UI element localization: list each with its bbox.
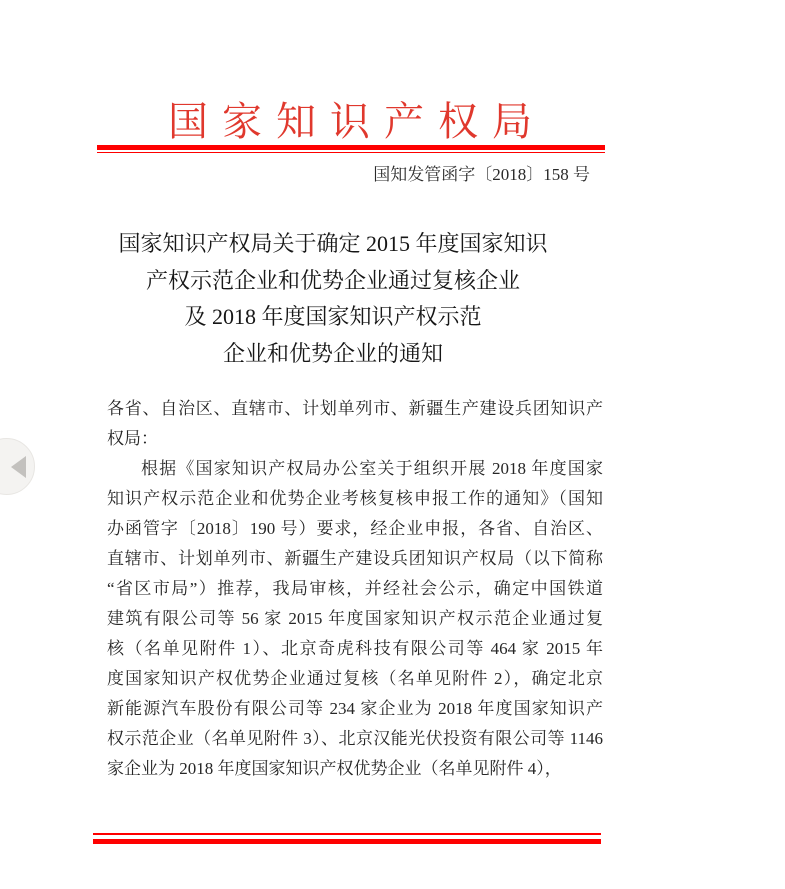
agency-masthead: 国 家 知 识 产 权 局 — [168, 99, 534, 144]
body-line: 根据《国家知识产权局办公室关于组织开展 2018 年度国家 — [141, 459, 603, 478]
next-page-header-divider — [93, 833, 601, 844]
notice-title-line: 国家知识产权局关于确定 2015 年度国家知识 — [118, 231, 548, 256]
body-line: “省区市局”）推荐，我局审核，并经社会公示，确定中国铁道 — [107, 579, 603, 598]
body-line: 知识产权示范企业和优势企业考核复核申报工作的通知》（国知 — [107, 489, 603, 508]
next-page-divider-thick-line — [93, 839, 601, 844]
notice-body — [107, 394, 603, 784]
body-line: 权示范企业（名单见附件 3）、北京汉能光伏投资有限公司等 1146 — [107, 729, 603, 748]
body-line: 直辖市、计划单列市、新疆生产建设兵团知识产权局（以下简称 — [107, 549, 603, 568]
body-line: 建筑有限公司等 56 家 2015 年度国家知识产权示范企业通过复 — [107, 609, 603, 628]
masthead-divider-thin-line — [97, 152, 605, 154]
body-line: 家企业为 2018 年度国家知识产权优势企业（名单见附件 4）， — [107, 759, 562, 778]
notice-title-line: 产权示范企业和优势企业通过复核企业 — [145, 267, 520, 293]
prev-arrow-icon — [11, 456, 26, 478]
prev-page-button[interactable] — [0, 438, 35, 495]
body-line: 核（名单见附件 1）、北京奇虎科技有限公司等 464 家 2015 年 — [107, 639, 603, 658]
body-line: 权局： — [107, 429, 158, 448]
notice-title — [83, 226, 583, 372]
document-number: 国知发管函字〔2018〕158 号 — [373, 165, 590, 184]
notice-title-line: 企业和优势企业的通知 — [222, 340, 443, 366]
body-line: 办函管字〔2018〕190 号）要求，经企业申报，各省、自治区、 — [107, 519, 603, 538]
notice-title-line: 及 2018 年度国家知识产权示范 — [184, 304, 482, 329]
masthead-divider — [97, 145, 605, 153]
body-line: 各省、自治区、直辖市、计划单列市、新疆生产建设兵团知识产 — [107, 399, 603, 418]
body-line: 度国家知识产权优势企业通过复核（名单见附件 2），确定北京 — [107, 669, 603, 688]
body-line: 新能源汽车股份有限公司等 234 家企业为 2018 年度国家知识产 — [107, 699, 603, 718]
